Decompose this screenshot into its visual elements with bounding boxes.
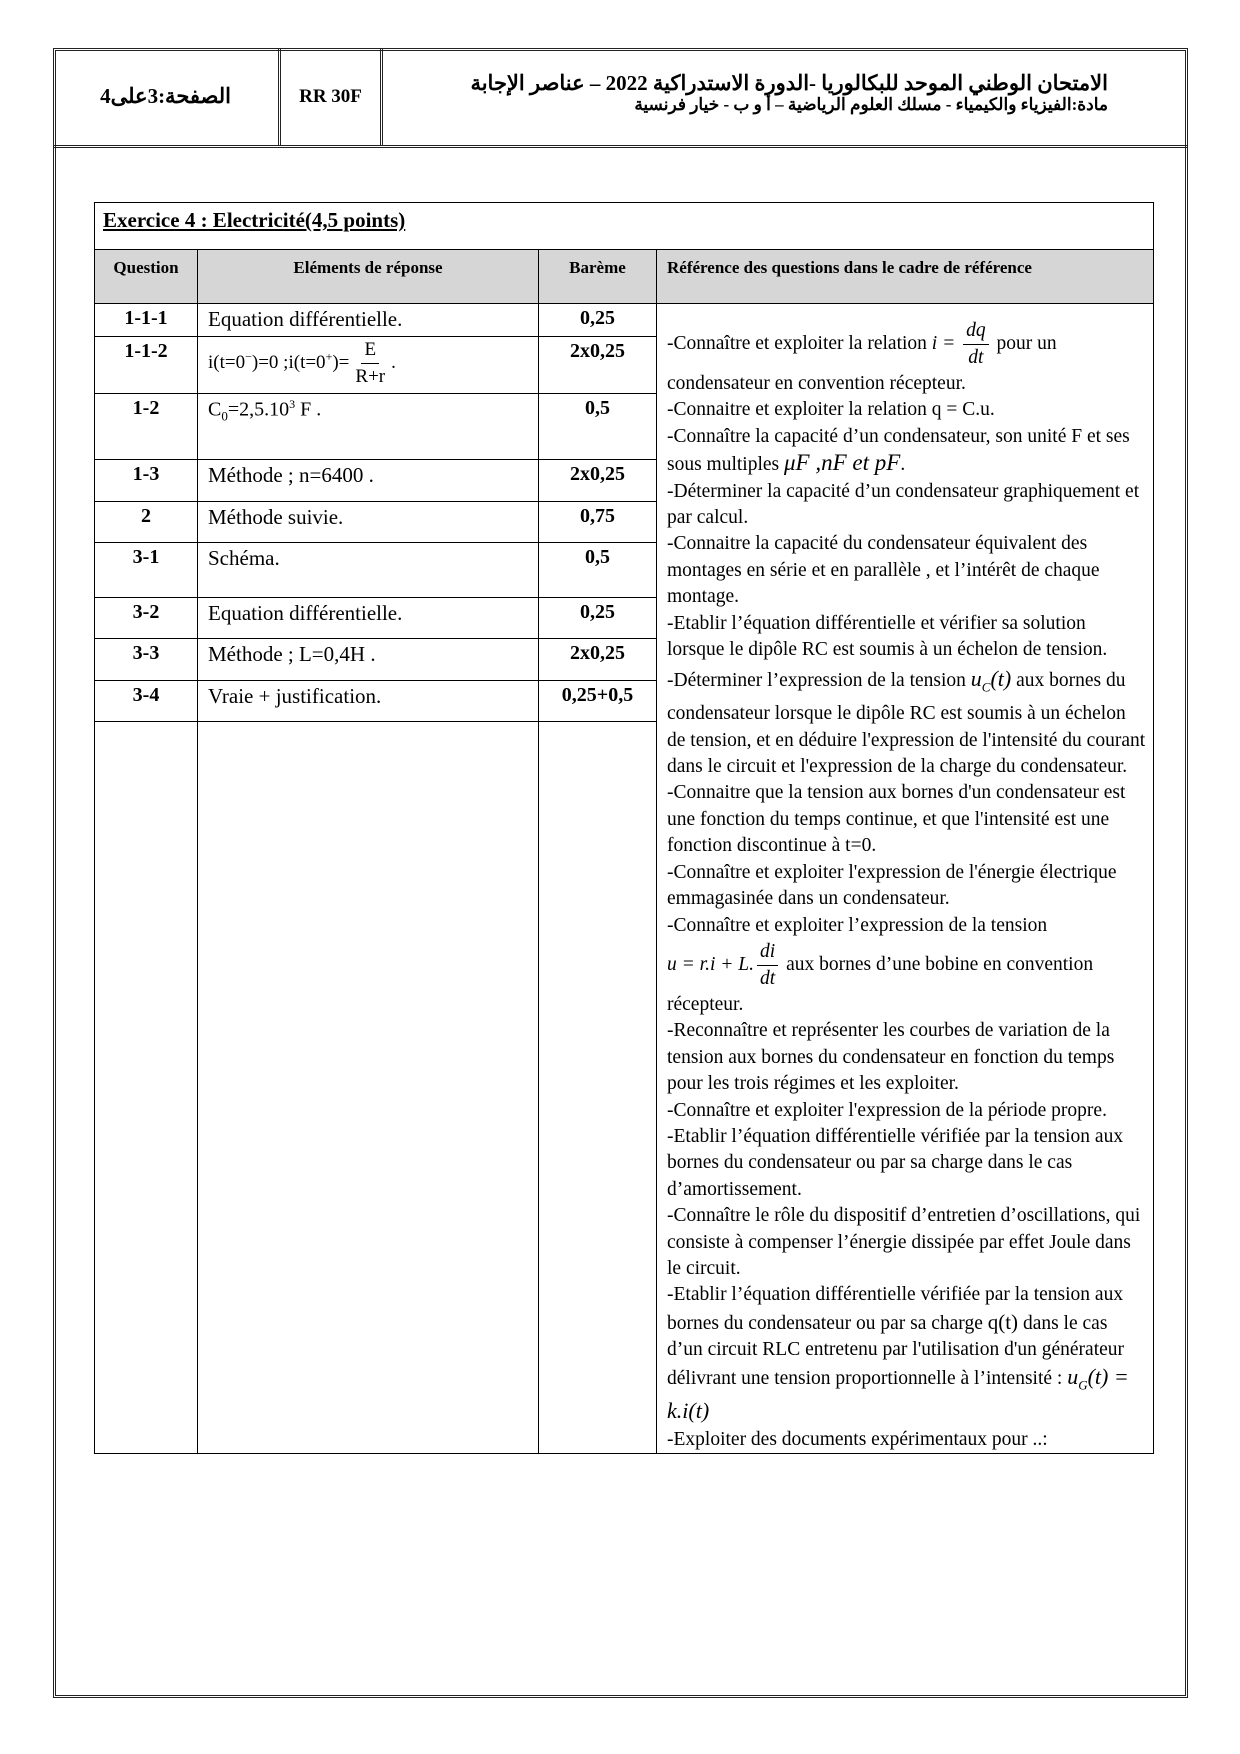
math-u: u bbox=[970, 666, 982, 692]
reference-item: -Connaitre et exploiter la relation q = C.u. bbox=[667, 399, 995, 421]
reference-item bbox=[667, 666, 1147, 780]
question-number: 3-4 bbox=[95, 681, 198, 722]
reference-item: -Connaître et exploiter l'expression de la période propre. bbox=[667, 1099, 1107, 1121]
reference-item: -Connaître le rôle du dispositif d’entretien d’oscillations, qui consiste à compenser l’énergie dissipée par effet Joule dans le circuit. bbox=[667, 1205, 1141, 1279]
answer-element: Méthode ; L=0,4H . bbox=[198, 638, 539, 681]
ref-math: u = r.i + L. bbox=[667, 953, 755, 975]
table-row bbox=[95, 304, 1154, 337]
reference-item: -Exploiter des documents expérimentaux pour ..: bbox=[667, 1428, 1048, 1450]
fraction-di-dt bbox=[757, 939, 778, 992]
exam-code: RR 30F bbox=[281, 48, 383, 145]
page-number bbox=[53, 48, 281, 145]
answer-element bbox=[198, 336, 539, 394]
reference-item bbox=[667, 1282, 1147, 1426]
col-bareme: Barème bbox=[539, 250, 657, 304]
question-number: 3-3 bbox=[95, 638, 198, 681]
frac-num: dq bbox=[963, 318, 989, 345]
math-sup: 3 bbox=[289, 397, 296, 412]
answer-element: Schéma. bbox=[198, 542, 539, 597]
points: 0,25 bbox=[539, 597, 657, 638]
ref-text: dans le cas d’un circuit RLC entretenu par l'utilisation d'un générateur délivrant une tension proportionnelle à l’intensité : bbox=[667, 1312, 1125, 1389]
points: 0,75 bbox=[539, 502, 657, 543]
points: 2x0,25 bbox=[539, 638, 657, 681]
question-number: 1-2 bbox=[95, 394, 198, 459]
exam-title bbox=[383, 48, 1188, 145]
frac-den: dt bbox=[968, 347, 984, 368]
math-part: )=0 ;i(t=0 bbox=[251, 351, 326, 373]
math-u: u bbox=[1067, 1363, 1079, 1389]
math-eq: (t) = k.i(t) bbox=[667, 1363, 1129, 1424]
ref-text: aux bornes d’une bobine en convention récepteur. bbox=[667, 953, 1094, 1015]
math-part: . bbox=[391, 351, 396, 373]
ref-text: -Connaître la capacité d’un condensateur, son unité F et ses sous multiples bbox=[667, 425, 1130, 476]
question-number: 1-1-1 bbox=[95, 304, 198, 337]
filler-cell bbox=[95, 721, 198, 1453]
question-number: 2 bbox=[95, 502, 198, 543]
math-sub: G bbox=[1078, 1377, 1088, 1392]
answer-element: Equation différentielle. bbox=[198, 304, 539, 337]
ref-text: aux bornes du condensateur lorsque le dipôle RC est soumis à un échelon de tension, et en déduire l'expression de l'intensité du courant dans le circuit et l'expression de la charge du condensateur. bbox=[667, 670, 1146, 778]
reference-item: -Reconnaître et représenter les courbes de variation de la tension aux bornes du condensateur en fonction du temps pour les trois régimes et les exploiter. bbox=[667, 1020, 1115, 1095]
col-elements: Eléments de réponse bbox=[198, 250, 539, 304]
math-sup: + bbox=[325, 349, 333, 364]
frac-den: R+r bbox=[355, 365, 386, 387]
ref-text: -Etablir l’équation différentielle vérifiée par la tension aux bornes du condensateur ou par sa charge bbox=[667, 1284, 1124, 1334]
col-question: Question bbox=[95, 250, 198, 304]
grading-table bbox=[94, 202, 1154, 1454]
question-number: 1-1-2 bbox=[95, 336, 198, 394]
points: 2x0,25 bbox=[539, 336, 657, 394]
reference-item: -Connaitre la capacité du condensateur équivalent des montages en série et en parallèle , et l’intérêt de chaque montage. bbox=[667, 533, 1100, 608]
reference-item: -Etablir l’équation différentielle et vérifier sa solution lorsque le dipôle RC est soumis à un échelon de tension. bbox=[667, 612, 1108, 661]
table-header bbox=[95, 250, 1154, 304]
question-number: 1-3 bbox=[95, 459, 198, 502]
reference-item bbox=[667, 913, 1147, 1019]
reference-item bbox=[667, 318, 1147, 397]
ref-text: -Connaître et exploiter l’expression de la tension bbox=[667, 914, 1048, 936]
math-sub: C bbox=[981, 679, 991, 695]
reference-item: -Connaître et exploiter l'expression de l'énergie électrique emmagasinée dans un condensateur. bbox=[667, 861, 1117, 910]
frac-den: dt bbox=[760, 967, 776, 989]
reference-item: -Déterminer la capacité d’un condensateur graphiquement et par calcul. bbox=[667, 480, 1140, 529]
ref-text: -Déterminer l’expression de la tension bbox=[667, 670, 966, 692]
ref-text: pour un condensateur en convention récepteur. bbox=[667, 332, 1057, 394]
ref-text: . bbox=[900, 454, 906, 476]
question-number: 3-2 bbox=[95, 597, 198, 638]
exam-title-line2: مادة:الفيزياء والكيمياء - مسلك العلوم الرياضية – أ و ب - خيار فرنسية bbox=[634, 95, 1108, 114]
exercise-title-text: Exercice 4 : Electricité(4,5 points) bbox=[103, 208, 406, 232]
points: 0,5 bbox=[539, 394, 657, 459]
math-t: (t) bbox=[990, 666, 1012, 692]
fraction-dq-dt bbox=[963, 318, 989, 371]
points: 0,25 bbox=[539, 304, 657, 337]
points: 0,5 bbox=[539, 542, 657, 597]
reference-item bbox=[667, 424, 1147, 479]
frac-num: di bbox=[757, 939, 778, 966]
ref-math: μF ,nF et pF bbox=[784, 450, 901, 476]
answer-element: Méthode ; n=6400 . bbox=[198, 459, 539, 502]
math-sub: 0 bbox=[221, 409, 228, 425]
filler-cell bbox=[539, 721, 657, 1453]
points: 0,25+0,5 bbox=[539, 681, 657, 722]
page-header bbox=[53, 48, 1188, 148]
ref-text: -Connaître et exploiter la relation bbox=[667, 332, 927, 354]
exercise-title bbox=[95, 203, 1154, 250]
reference-item: -Etablir l’équation différentielle vérifiée par la tension aux bornes du condensateur ou par sa charge dans le cas d’amortissement. bbox=[667, 1125, 1124, 1200]
frac-num: E bbox=[361, 337, 379, 364]
math-part: F . bbox=[300, 399, 322, 422]
ref-math: q(t) bbox=[987, 1309, 1019, 1334]
answer-element: Méthode suivie. bbox=[198, 502, 539, 543]
math-sup: − bbox=[245, 349, 252, 364]
col-reference: Référence des questions dans le cadre de référence bbox=[657, 250, 1154, 304]
reference-cell bbox=[657, 304, 1154, 1454]
math-part: i(t=0 bbox=[208, 351, 246, 373]
fraction-e-rr bbox=[352, 337, 388, 390]
math-part: C bbox=[208, 399, 222, 422]
question-number: 3-1 bbox=[95, 542, 198, 597]
answer-element: Vraie + justification. bbox=[198, 681, 539, 722]
ref-math: i = bbox=[931, 332, 956, 354]
reference-item: -Connaitre que la tension aux bornes d'un condensateur est une fonction du temps continue, et que l'intensité est une fonction discontinue à t=0. bbox=[667, 782, 1126, 857]
math-part: )= bbox=[332, 351, 350, 373]
points: 2x0,25 bbox=[539, 459, 657, 502]
page-number-text: الصفحة:3على4 bbox=[100, 84, 231, 108]
math-part: =2,5.10 bbox=[227, 399, 290, 422]
answer-element: Equation différentielle. bbox=[198, 597, 539, 638]
filler-cell bbox=[198, 721, 539, 1453]
exam-title-line1: الامتحان الوطني الموحد للبكالوريا -الدورة الاستدراكية 2022 – عناصر الإجابة bbox=[470, 71, 1108, 95]
answer-element bbox=[198, 394, 539, 459]
ref-math bbox=[970, 666, 1012, 695]
